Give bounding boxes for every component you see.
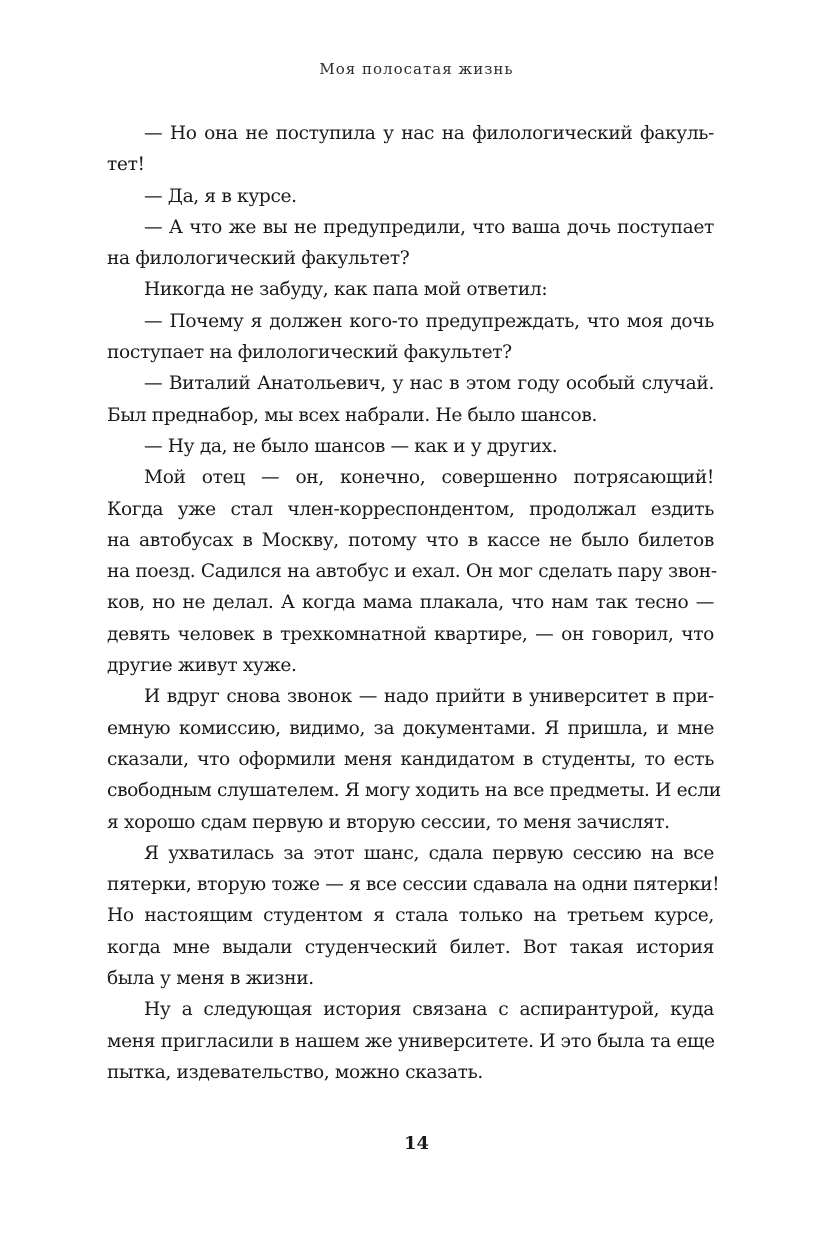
text-line: девять человек в трехкомнатной квартире, — он говорил, что xyxy=(107,623,714,645)
text-line: пытка, издевательство, можно сказать. xyxy=(107,1061,483,1083)
body-text xyxy=(107,118,721,1088)
text-line: Мой отец — он, конечно, совершенно потрясающий! xyxy=(144,467,714,489)
text-line: Был преднабор, мы всех набрали. Не было шансов. xyxy=(107,404,598,426)
text-line: Когда уже стал член-корреспондентом, продолжал ездить xyxy=(107,498,714,520)
text-line: меня пригласили в нашем же университете. И это была та еще xyxy=(107,1030,715,1052)
text-line: когда мне выдали студенческий билет. Вот такая история xyxy=(107,936,714,958)
text-line: Никогда не забуду, как папа мой ответил: xyxy=(144,279,548,301)
text-line: пятерки, вторую тоже — я все сессии сдавала на одни пятерки! xyxy=(107,874,720,896)
text-line: — Да, я в курсе. xyxy=(144,185,297,207)
text-line: Я ухватилась за этот шанс, сдала первую сессию на все xyxy=(144,842,714,864)
text-line: поступает на филологический факультет? xyxy=(107,342,512,364)
text-line: Ну а следующая история связана с аспирантурой, куда xyxy=(144,999,714,1021)
text-line: на филологический факультет? xyxy=(107,248,410,270)
text-line: свободным слушателем. Я могу ходить на все предметы. И если xyxy=(107,780,721,802)
text-line: ков, но не делал. А когда мама плакала, что нам так тесно — xyxy=(107,592,714,614)
running-head-title: Моя полосатая жизнь xyxy=(319,60,514,78)
text-line: — Но она не поступила у нас на филологический факуль- xyxy=(144,123,714,144)
text-line: другие живут хуже. xyxy=(107,655,297,677)
text-line: Но настоящим студентом я стала только на третьем курсе, xyxy=(107,905,714,927)
text-line: — Почему я должен кого-то предупреждать, что моя дочь xyxy=(144,310,714,332)
text-line: И вдруг снова звонок — надо прийти в университет в при- xyxy=(144,686,714,708)
text-line: на автобусах в Москву, потому что в кассе не было билетов xyxy=(107,529,714,551)
text-line: была у меня в жизни. xyxy=(107,968,314,990)
text-line: — А что же вы не предупредили, что ваша дочь поступает xyxy=(144,216,714,238)
text-line: я хорошо сдам первую и вторую сессии, то меня зачислят. xyxy=(107,811,670,833)
text-line: на поезд. Садился на автобус и ехал. Он мог сделать пару звон- xyxy=(107,561,717,583)
text-line: — Виталий Анатольевич, у нас в этом году особый случай. xyxy=(144,373,714,395)
text-line: сказали, что оформили меня кандидатом в студенты, то есть xyxy=(107,748,714,770)
text-line: тет! xyxy=(107,154,145,176)
text-line: емную комиссию, видимо, за документами. Я пришла, и мне xyxy=(107,717,714,739)
text-line: — Ну да, не было шансов — как и у других. xyxy=(144,435,558,457)
page-number: 14 xyxy=(403,1133,430,1154)
